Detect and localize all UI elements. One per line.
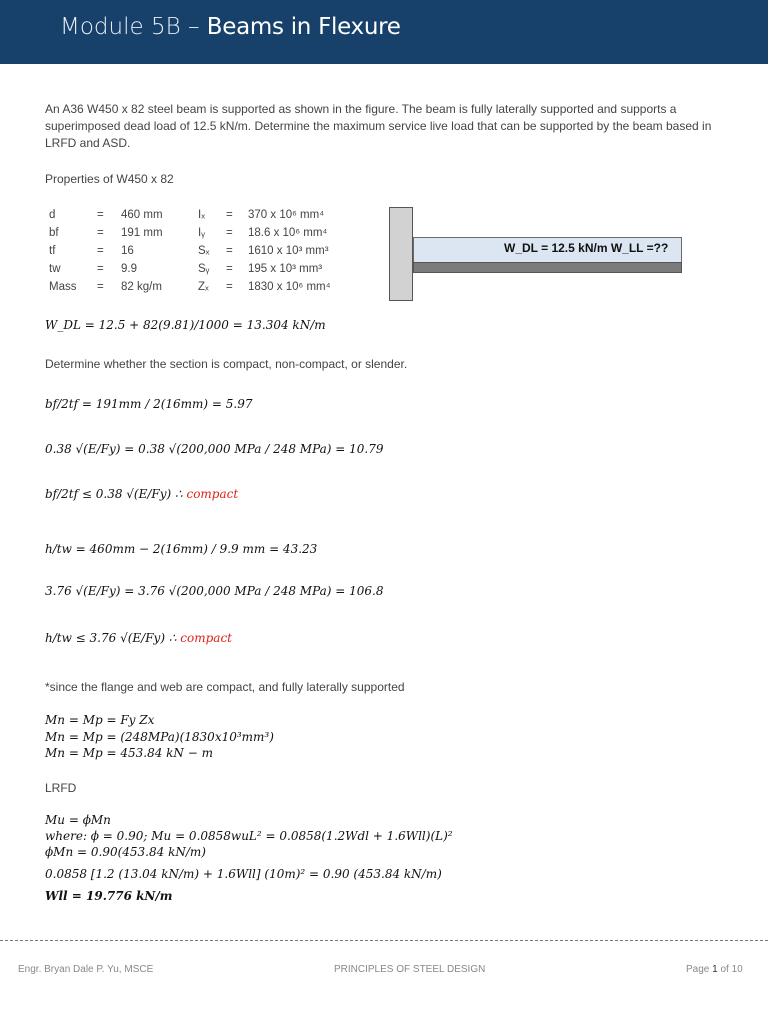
compact-note: *since the flange and web are compact, and fully laterally supported (45, 680, 405, 694)
steel-beam (413, 262, 682, 273)
property-symbol: Mass (49, 281, 77, 293)
property-value: 191 mm (121, 227, 163, 239)
property-equals-2: = (226, 227, 233, 239)
property-value-2: 195 x 10³ mm³ (248, 263, 323, 275)
eq-mu-3: ϕMn = 0.90(453.84 kN/m) (45, 845, 206, 859)
eq-flange-check (45, 487, 238, 501)
property-symbol-2: Iₓ (198, 209, 205, 221)
property-equals: = (97, 245, 104, 257)
lrfd-heading: LRFD (45, 781, 77, 795)
eq-web-limit: 3.76 √(E/Fy) = 3.76 √(200,000 MPa / 248 MPa) = 106.8 (45, 584, 384, 598)
property-equals: = (97, 263, 104, 275)
footer-course: PRINCIPLES OF STEEL DESIGN (334, 964, 486, 975)
property-symbol: d (49, 209, 56, 221)
eq-web-ratio: h/tw = 460mm − 2(16mm) / 9.9 mm = 43.23 (45, 542, 318, 556)
property-value: 9.9 (121, 263, 137, 275)
property-symbol: tf (49, 245, 56, 257)
header-topic: Beams in Flexure (206, 14, 401, 40)
property-row (49, 278, 331, 296)
properties-table (49, 206, 331, 296)
eq-mn-2: Mn = Mp = (248MPa)(1830x10³mm³) (45, 730, 274, 744)
footer-author: Engr. Bryan Dale P. Yu, MSCE (18, 964, 154, 975)
property-equals-2: = (226, 281, 233, 293)
footer-divider (0, 940, 768, 941)
header-separator: – (187, 14, 200, 40)
properties-title: Properties of W450 x 82 (45, 172, 174, 186)
property-row (49, 224, 331, 242)
eq-mu-4: 0.0858 [1.2 (13.04 kN/m) + 1.6Wll] (10m)² = 0.90 (453.84 kN/m) (45, 867, 442, 881)
property-symbol: tw (49, 263, 61, 275)
property-symbol-2: Sₓ (198, 245, 210, 257)
eq-mn-3: Mn = Mp = 453.84 kN − m (45, 746, 213, 760)
property-equals: = (97, 227, 104, 239)
eq-wdl: W_DL = 12.5 + 82(9.81)/1000 = 13.304 kN/m (45, 318, 326, 332)
footer-page-number: 1 (712, 964, 718, 975)
property-row (49, 242, 331, 260)
property-symbol-2: Sᵧ (198, 263, 210, 275)
property-equals-2: = (226, 209, 233, 221)
property-row (49, 260, 331, 278)
eq-mn-1: Mn = Mp = Fy Zx (45, 713, 155, 727)
property-value: 82 kg/m (121, 281, 162, 293)
web-compact-label: compact (180, 631, 232, 645)
footer-page-of: of 10 (720, 964, 743, 975)
page-header (0, 0, 768, 64)
property-value-2: 18.6 x 10⁶ mm⁴ (248, 227, 328, 239)
eq-mu-2: where: ϕ = 0.90; Mu = 0.0858wuL² = 0.0858(1.2Wdl + 1.6Wll)(L)² (45, 829, 453, 843)
web-check-text: h/tw ≤ 3.76 √(E/Fy) ∴ (45, 631, 177, 645)
problem-statement: An A36 W450 x 82 steel beam is supported as shown in the figure. The beam is fully laterally supported and supports a superimposed dead load of 12.5 kN/m. Determine the maximum service live load that can be supported by the beam based in LRFD and ASD. (45, 102, 712, 150)
property-row (49, 206, 331, 224)
property-symbol: bf (49, 227, 59, 239)
flange-compact-label: compact (186, 487, 239, 501)
eq-result: Wll = 19.776 kN/m (45, 889, 173, 903)
property-value-2: 370 x 10⁶ mm⁴ (248, 209, 325, 221)
property-value: 460 mm (121, 209, 163, 221)
property-symbol-2: Zₓ (198, 281, 209, 293)
load-label: W_DL = 12.5 kN/m W_LL =?? (504, 241, 669, 255)
compactness-question: Determine whether the section is compact, non-compact, or slender. (45, 357, 408, 371)
property-symbol-2: Iᵧ (198, 227, 205, 239)
property-equals: = (97, 209, 104, 221)
property-value-2: 1610 x 10³ mm³ (248, 245, 329, 257)
header-title (60, 14, 401, 40)
header-module: Module 5B (60, 14, 181, 40)
beam-figure (389, 207, 686, 303)
fixed-support-wall (389, 207, 413, 301)
flange-check-text: bf/2tf ≤ 0.38 √(E/Fy) ∴ (45, 487, 183, 501)
eq-flange-ratio: bf/2tf = 191mm / 2(16mm) = 5.97 (45, 397, 253, 411)
property-equals-2: = (226, 245, 233, 257)
eq-mu-1: Mu = ϕMn (45, 813, 111, 827)
eq-flange-limit: 0.38 √(E/Fy) = 0.38 √(200,000 MPa / 248 MPa) = 10.79 (45, 442, 384, 456)
footer-page (686, 964, 743, 975)
property-value: 16 (121, 245, 134, 257)
footer-page-word: Page (686, 964, 710, 975)
property-equals: = (97, 281, 104, 293)
property-value-2: 1830 x 10⁶ mm⁴ (248, 281, 331, 293)
property-equals-2: = (226, 263, 233, 275)
eq-web-check (45, 631, 232, 645)
